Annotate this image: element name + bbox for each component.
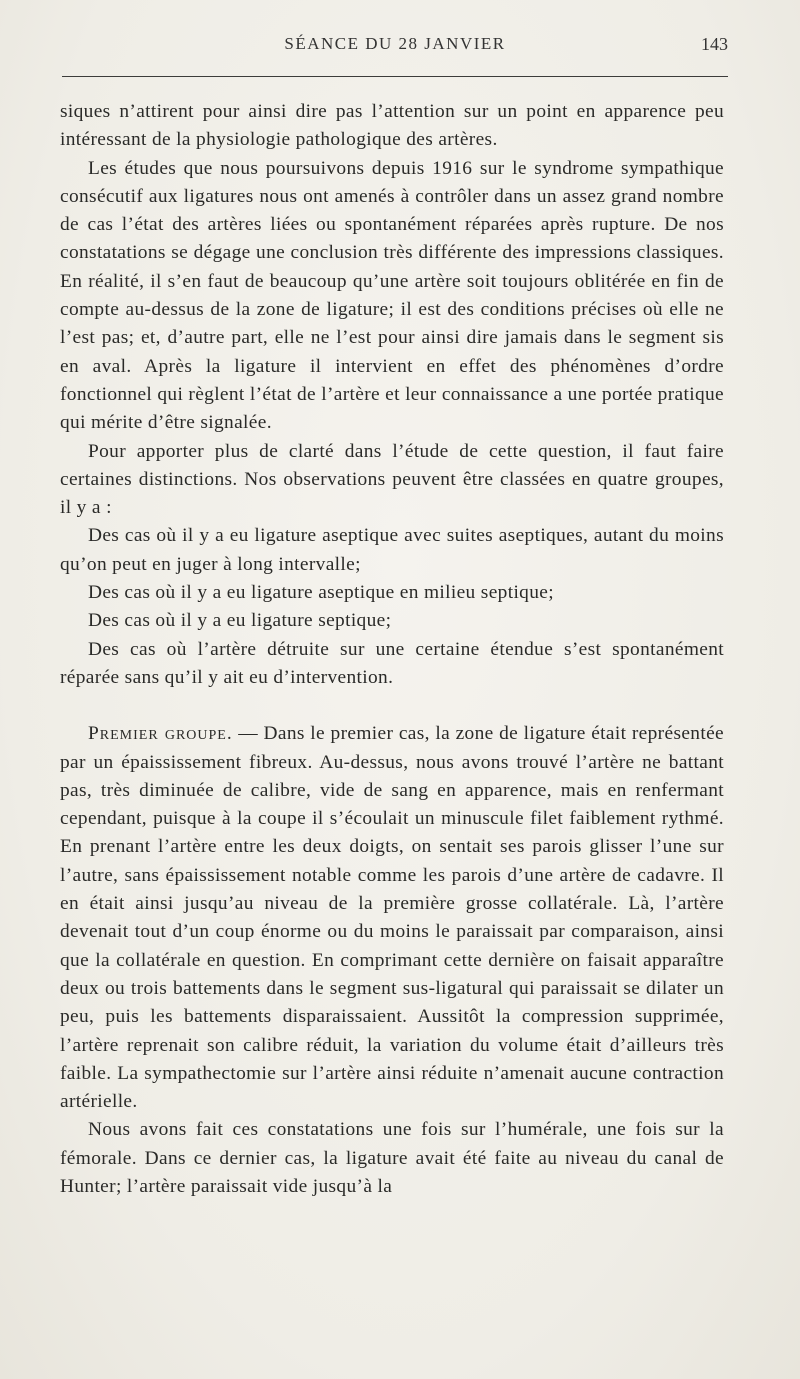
running-title: SÉANCE DU 28 JANVIER	[284, 34, 506, 53]
header-rule	[62, 76, 728, 77]
paragraph-studies: Les études que nous poursuivons depuis 1916 sur le syndrome sympathique consécutif aux ligatures nous ont amenés à contrôler dans un assez grand nombre de cas l’état des artères liées ou spontanément réparées après rupture. De nos constatations se dégage une conclusion très différente des impressions classiques. En réalité, il s’en faut de beaucoup qu’une artère soit toujours oblitérée en fin de compte au-dessus de la zone de ligature; il est des conditions précises où elle ne l’est pas; et, d’autre part, elle ne l’est pour ainsi dire jamais dans le segment sis en aval. Après la ligature il intervient en effet des phénomènes d’ordre fonctionnel qui règlent l’état de l’artère et leur connaissance a une portée pratique qui mérite d’être signalée.	[60, 157, 724, 434]
page-number: 143	[701, 34, 728, 54]
list-item-group-1: Des cas où il y a eu ligature aseptique avec suites aseptiques, autant du moins qu’on peut en juger à long intervalle;	[60, 525, 724, 575]
list-item-group-4: Des cas où l’artère détruite sur une certaine étendue s’est spontanément réparée sans qu’il y ait eu d’intervention.	[60, 638, 724, 688]
section-heading: Premier groupe.	[88, 723, 233, 745]
list-item-group-3: Des cas où il y a eu ligature septique;	[88, 610, 392, 632]
body-text	[60, 98, 724, 1201]
running-head	[62, 34, 728, 60]
paragraph-observations: Nous avons fait ces constatations une fois sur l’humérale, une fois sur la fémorale. Dans ce dernier cas, la ligature avait été faite au niveau du canal de Hunter; l’artère paraissait vide jusqu’à la	[60, 1119, 724, 1197]
list-item-group-2: Des cas où il y a eu ligature aseptique en milieu septique;	[88, 582, 554, 604]
paragraph-distinctions: Pour apporter plus de clarté dans l’étude de cette question, il faut faire certaines distinctions. Nos observations peuvent être classées en quatre groupes, il y a :	[60, 440, 724, 519]
paragraph-continuation: siques n’attirent pour ainsi dire pas l’attention sur un point en apparence peu intéressant de la physiologie pathologique des artères.	[60, 101, 724, 151]
section-text: — Dans le premier cas, la zone de ligature était représentée par un épaississement fibreux. Au-dessus, nous avons trouvé l’artère ne battant pas, très diminuée de calibre, vide de sang en apparence, mais en renfermant cependant, puisque à la coupe il s’écoulait un minuscule filet faiblement rythmé. En prenant l’artère entre les deux doigts, on sentait ses parois glisser l’une sur l’autre, sans épaississement notable comme les parois d’une artère de cadavre. Il en était ainsi jusqu’au niveau de la première grosse collatérale. Là, l’artère devenait tout d’un coup énorme ou du moins le paraissait par comparaison, ainsi que la collatérale en question. En comprimant cette dernière on faisait apparaître deux ou trois battements dans le segment sus-ligatural qui paraissait se dilater un peu, puis les battements disparaissaient. Aussitôt la compression supprimée, l’artère reprenait son calibre réduit, la variation du volume était d’ailleurs très faible. La sympathectomie sur l’artère ainsi réduite n’amenait aucune contraction artérielle.	[60, 723, 724, 1113]
paragraph-premier-groupe	[60, 720, 724, 1116]
